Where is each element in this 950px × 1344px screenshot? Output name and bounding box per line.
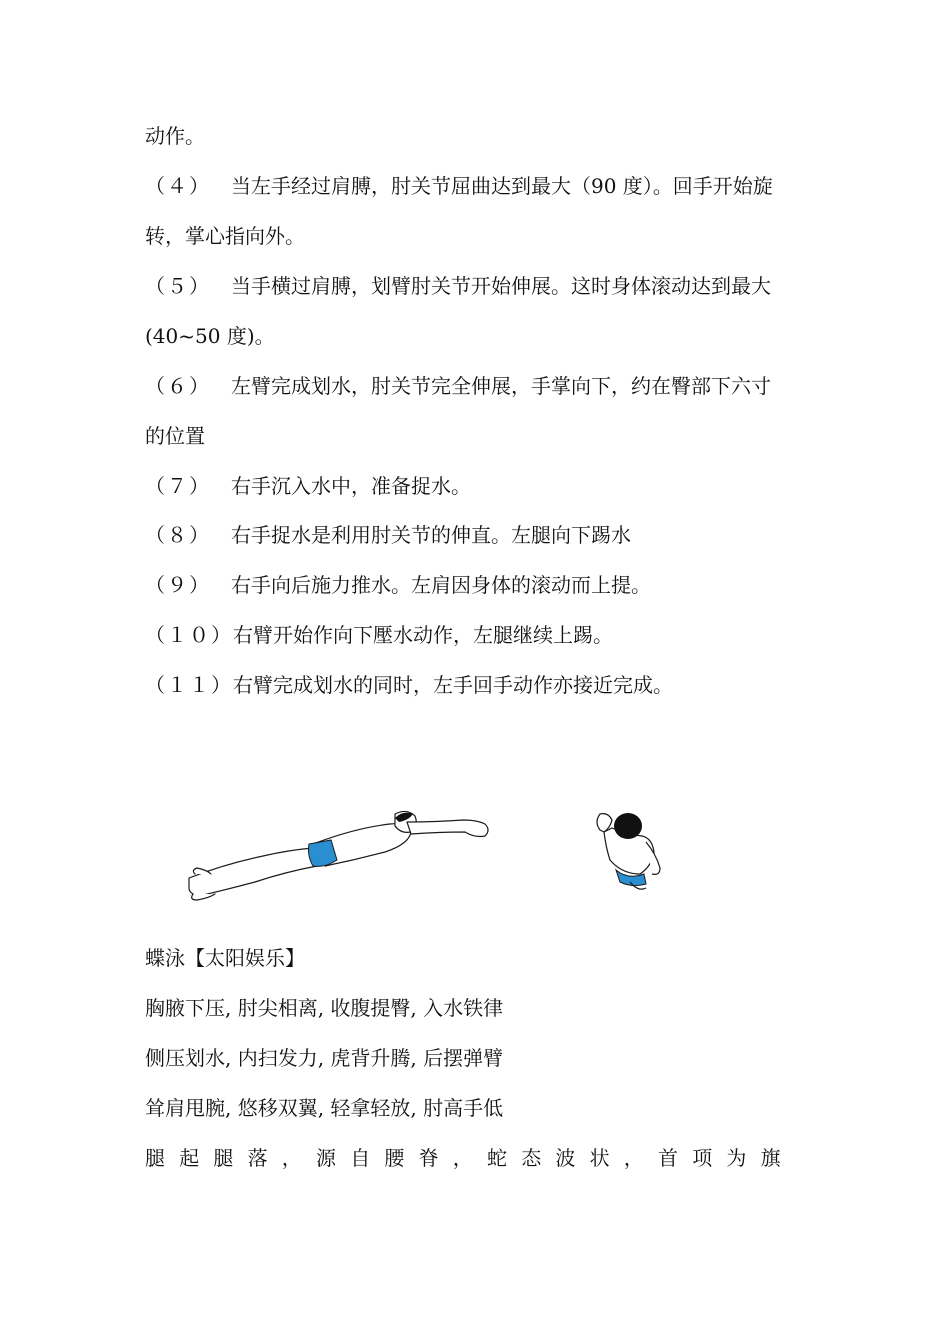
text-line [145, 321, 810, 351]
item-text: 右手向后施力推水。左肩因身体的滚动而上提。 [231, 573, 651, 597]
item-number: （１０） [145, 623, 233, 647]
text-line [145, 221, 810, 251]
numbered-item-9 [145, 570, 810, 600]
verse-text: 胸腋下压, 肘尖相离, 收腹提臀, 入水铁律 [145, 996, 504, 1020]
item-number: （１１） [145, 673, 233, 697]
item-number: （７） [145, 474, 211, 498]
item-number: （５） [145, 274, 211, 298]
verse-line [145, 1143, 810, 1173]
swimmer-side-view-illustration [185, 808, 497, 904]
numbered-item-7 [145, 471, 810, 501]
section-heading [145, 943, 810, 973]
item-number: （６） [145, 374, 211, 398]
verse-line [145, 1093, 810, 1123]
numbered-item-6 [145, 371, 810, 401]
head-hair [614, 813, 642, 839]
numbered-item-8 [145, 520, 810, 550]
item-text: 左臂完成划水，肘关节完全伸展，手掌向下，约在臀部下六寸 [231, 374, 771, 398]
arms [407, 820, 488, 837]
item-text: 右手沉入水中，准备捉水。 [231, 474, 471, 498]
verse-line [145, 1043, 810, 1073]
item-number: （９） [145, 573, 211, 597]
line-text: (40~50 度)。 [145, 324, 275, 348]
item-text: 当左手经过肩膊，肘关节屈曲达到最大（90 度）。回手开始旋 [231, 174, 773, 198]
line-text: 转，掌心指向外。 [145, 224, 305, 248]
item-text: 右手捉水是利用肘关节的伸直。左腿向下踢水 [231, 523, 631, 547]
text-line [145, 421, 810, 451]
item-number: （８） [145, 523, 211, 547]
verse-line [145, 993, 810, 1023]
foot [192, 894, 215, 900]
verse-text: 腿起腿落，源自腰脊，蛇态波状，首项为旗 [145, 1146, 795, 1170]
item-text: 右臂完成划水的同时，左手回手动作亦接近完成。 [233, 673, 673, 697]
numbered-item-10 [145, 620, 810, 650]
text-line [145, 121, 810, 151]
line-text: 的位置 [145, 424, 205, 448]
verse-text: 耸肩甩腕, 悠移双翼, 轻拿轻放, 肘高手低 [145, 1096, 504, 1120]
verse-text: 侧压划水, 内扫发力, 虎背升腾, 后摆弹臂 [145, 1046, 504, 1070]
numbered-item-5 [145, 271, 810, 301]
item-text: 当手横过肩膊，划臂肘关节开始伸展。这时身体滚动达到最大 [231, 274, 771, 298]
numbered-item-11 [145, 670, 810, 700]
swimmer-front-view-illustration [586, 808, 668, 894]
numbered-item-4 [145, 171, 810, 201]
line-text: 动作。 [145, 124, 205, 148]
heading-text: 蝶泳【太阳娱乐】 [145, 946, 305, 970]
item-text: 右臂开始作向下壓水动作，左腿继续上踢。 [233, 623, 613, 647]
item-number: （４） [145, 174, 211, 198]
